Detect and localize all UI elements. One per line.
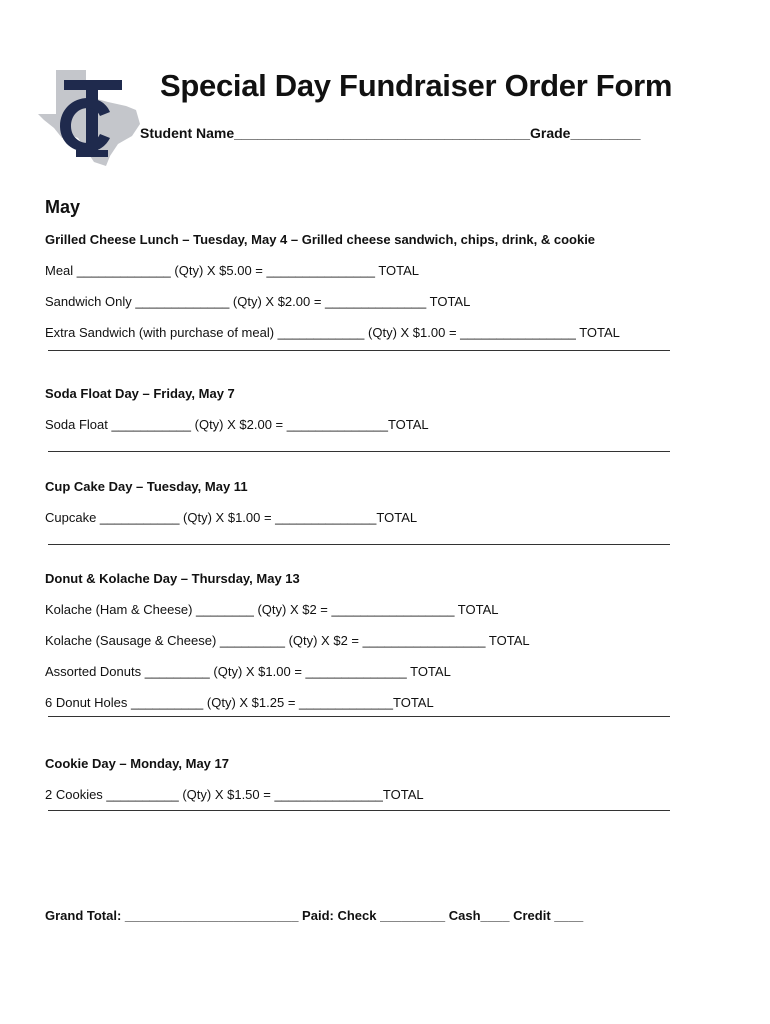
section-soda-float: [45, 385, 685, 434]
section-cupcake: [45, 478, 685, 527]
month-heading: May: [45, 197, 81, 217]
section-grilled-cheese: [45, 231, 685, 342]
section-donut-kolache: [45, 570, 685, 712]
order-line-extra-sandwich[interactable]: Extra Sandwich (with purchase of meal) ____________ (Qty) X $1.00 = ________________ TOTAL: [45, 325, 620, 340]
order-line-donut-holes[interactable]: 6 Donut Holes __________ (Qty) X $1.25 = _____________TOTAL: [45, 695, 434, 710]
divider: [48, 451, 670, 452]
section-title: Donut & Kolache Day – Thursday, May 13: [45, 571, 300, 586]
section-cookie: [45, 755, 685, 804]
order-line-cookies[interactable]: 2 Cookies __________ (Qty) X $1.50 = _______________TOTAL: [45, 787, 424, 802]
divider: [48, 716, 670, 717]
section-title: Soda Float Day – Friday, May 7: [45, 386, 235, 401]
divider: [48, 544, 670, 545]
order-line-sandwich-only[interactable]: Sandwich Only _____________ (Qty) X $2.00 = ______________ TOTAL: [45, 294, 471, 309]
student-name-grade-field[interactable]: Student Name______________________________________Grade_________: [140, 125, 641, 141]
order-line-kolache-sausage[interactable]: Kolache (Sausage & Cheese) _________ (Qty) X $2 = _________________ TOTAL: [45, 633, 530, 648]
page-title: Special Day Fundraiser Order Form: [160, 68, 673, 103]
order-line-meal[interactable]: Meal _____________ (Qty) X $5.00 = _______________ TOTAL: [45, 263, 420, 278]
order-line-assorted-donuts[interactable]: Assorted Donuts _________ (Qty) X $1.00 = ______________ TOTAL: [45, 664, 451, 679]
order-line-soda-float[interactable]: Soda Float ___________ (Qty) X $2.00 = ______________TOTAL: [45, 417, 429, 432]
order-line-kolache-ham[interactable]: Kolache (Ham & Cheese) ________ (Qty) X $2 = _________________ TOTAL: [45, 602, 499, 617]
grand-total-payment-line[interactable]: Grand Total: ________________________ Paid: Check _________ Cash____ Credit ____: [45, 908, 584, 923]
order-line-cupcake[interactable]: Cupcake ___________ (Qty) X $1.00 = ______________TOTAL: [45, 510, 418, 525]
section-title: Grilled Cheese Lunch – Tuesday, May 4 – Grilled cheese sandwich, chips, drink, & cookie: [45, 232, 596, 247]
school-logo-icon: [36, 66, 142, 168]
divider: [48, 350, 670, 351]
section-title: Cup Cake Day – Tuesday, May 11: [45, 479, 248, 494]
section-title: Cookie Day – Monday, May 17: [45, 756, 229, 771]
divider: [48, 810, 670, 811]
